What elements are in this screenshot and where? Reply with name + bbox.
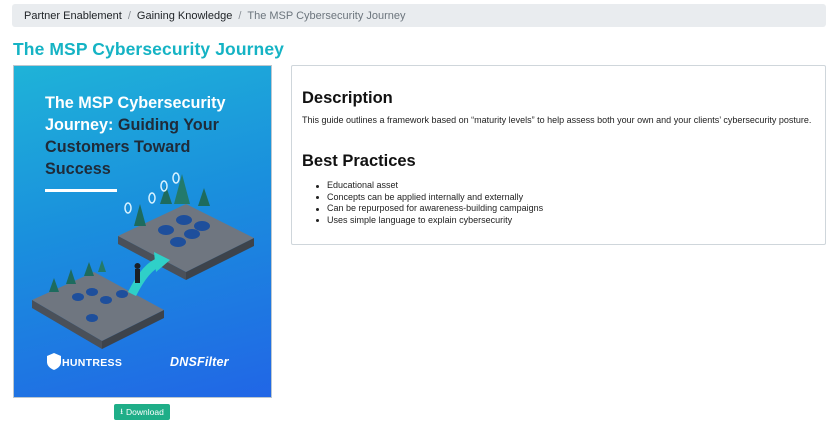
description-panel: [291, 65, 826, 245]
download-button-label: Download: [126, 407, 164, 417]
page-title: The MSP Cybersecurity Journey: [13, 39, 285, 59]
breadcrumb-separator: /: [127, 9, 131, 22]
description-heading: Description: [302, 89, 393, 107]
dnsfilter-logo: DNSFilter: [170, 355, 229, 369]
download-icon: ⭳: [120, 407, 123, 416]
best-practices-heading: Best Practices: [302, 152, 416, 170]
cover-divider: [45, 189, 117, 192]
huntress-logo-text: HUNTRESS: [62, 357, 123, 369]
list-item: Educational asset: [316, 180, 543, 192]
list-item: Uses simple language to explain cybersecurity: [316, 215, 543, 227]
cover-title-line4: Success: [45, 160, 111, 178]
breadcrumb-item-current: The MSP Cybersecurity Journey: [247, 9, 406, 22]
breadcrumb: [12, 4, 826, 27]
list-item: Can be repurposed for awareness-building campaigns: [316, 203, 543, 215]
cover-title-line3: Customers Toward: [45, 138, 191, 156]
guide-cover-image: [13, 65, 272, 398]
download-button[interactable]: [114, 404, 170, 420]
cover-title: [45, 92, 255, 180]
huntress-logo: [45, 357, 122, 369]
best-practices-list: [316, 180, 543, 226]
cover-title-line2a: Journey:: [45, 116, 118, 134]
breadcrumb-item-partner-enablement[interactable]: Partner Enablement: [24, 9, 122, 22]
cover-title-line2b: Guiding Your: [117, 116, 219, 134]
description-text: This guide outlines a framework based on “maturity levels” to help assess both your own and your clients’ cybersecurity posture.: [302, 115, 812, 125]
list-item: Concepts can be applied internally and externally: [316, 192, 543, 204]
cover-title-line1: The MSP Cybersecurity: [45, 94, 226, 112]
breadcrumb-separator: /: [238, 9, 242, 22]
breadcrumb-item-gaining-knowledge[interactable]: Gaining Knowledge: [136, 9, 233, 22]
